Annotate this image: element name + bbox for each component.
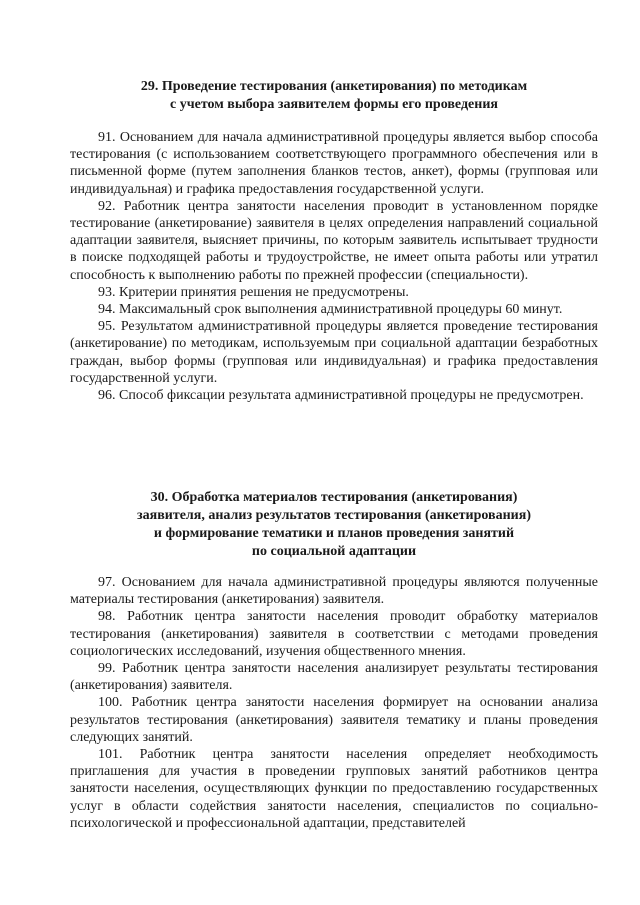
section-30-title-line: заявителя, анализ результатов тестирования (анкетирования) [137, 508, 531, 523]
section-30-heading [70, 489, 598, 561]
section-29-body [70, 129, 598, 404]
section-30-body [70, 574, 598, 832]
section-30-title-line: по социальной адаптации [251, 544, 417, 559]
section-29-title-line: с учетом выбора заявителем формы его проведения [170, 97, 498, 112]
paragraph-101: 101. Работник центра занятости населения определяет необходимость приглашения для участия в проведении групповых занятий работников центра занятости населения, осуществляющих функции по предоставлению государственных услуг в области содействия занятости населения, специалистов по социально-психологической и профессиональной адаптации, представителей [70, 747, 598, 831]
paragraph-93: 93. Критерии принятия решения не предусмотрены. [98, 284, 409, 300]
section-29-title-line: 29. Проведение тестирования (анкетирования) по методикам [140, 79, 528, 94]
paragraph-91: 91. Основанием для начала административной процедуры является выбор способа тестирования (с использованием соответствующего программного обеспечения или в письменной форме (путем заполнения бланков тестов, анкет), формы (групповая или индивидуальная) и графика предоставления государственной услуги. [70, 130, 598, 197]
paragraph-94: 94. Максимальный срок выполнения административной процедуры 60 минут. [98, 302, 563, 318]
section-29-heading [70, 78, 598, 114]
section-30-title-line: и формирование тематики и планов проведения занятий [153, 526, 515, 541]
paragraph-99: 99. Работник центра занятости населения анализирует результаты тестирования (анкетирования) заявителя. [70, 661, 598, 694]
paragraph-98: 98. Работник центра занятости населения проводит обработку материалов тестирования (анкетирования) заявителя в соответствии с методами проведения социологических исследований, изучения общественного мнения. [70, 609, 598, 659]
paragraph-96: 96. Способ фиксации результата административной процедуры не предусмотрен. [98, 388, 584, 404]
section-30-title-line: 30. Обработка материалов тестирования (анкетирования) [150, 490, 518, 505]
paragraph-95: 95. Результатом административной процедуры является проведение тестирования (анкетирование) по методикам, используемым при социальной адаптации безработных граждан, выбор формы (групповая или индивидуальная) и графика предоставления государственной услуги. [70, 319, 598, 386]
paragraph-100: 100. Работник центра занятости населения формирует на основании анализа результатов тестирования (анкетирования) заявителя тематику и планы проведения следующих занятий. [70, 695, 598, 745]
paragraph-92: 92. Работник центра занятости населения проводит в установленном порядке тестирование (анкетирование) заявителя в целях определения направлений социальной адаптации заявителя, выясняет причины, по которым заявитель испытывает трудности в поиске подходящей работы и трудоустройстве, не имеет опыта работы или утратил способность к выполнению работы по прежней профессии (специальности). [70, 198, 598, 283]
paragraph-97: 97. Основанием для начала административной процедуры являются полученные материалы тестирования (анкетирования) заявителя. [70, 575, 598, 608]
